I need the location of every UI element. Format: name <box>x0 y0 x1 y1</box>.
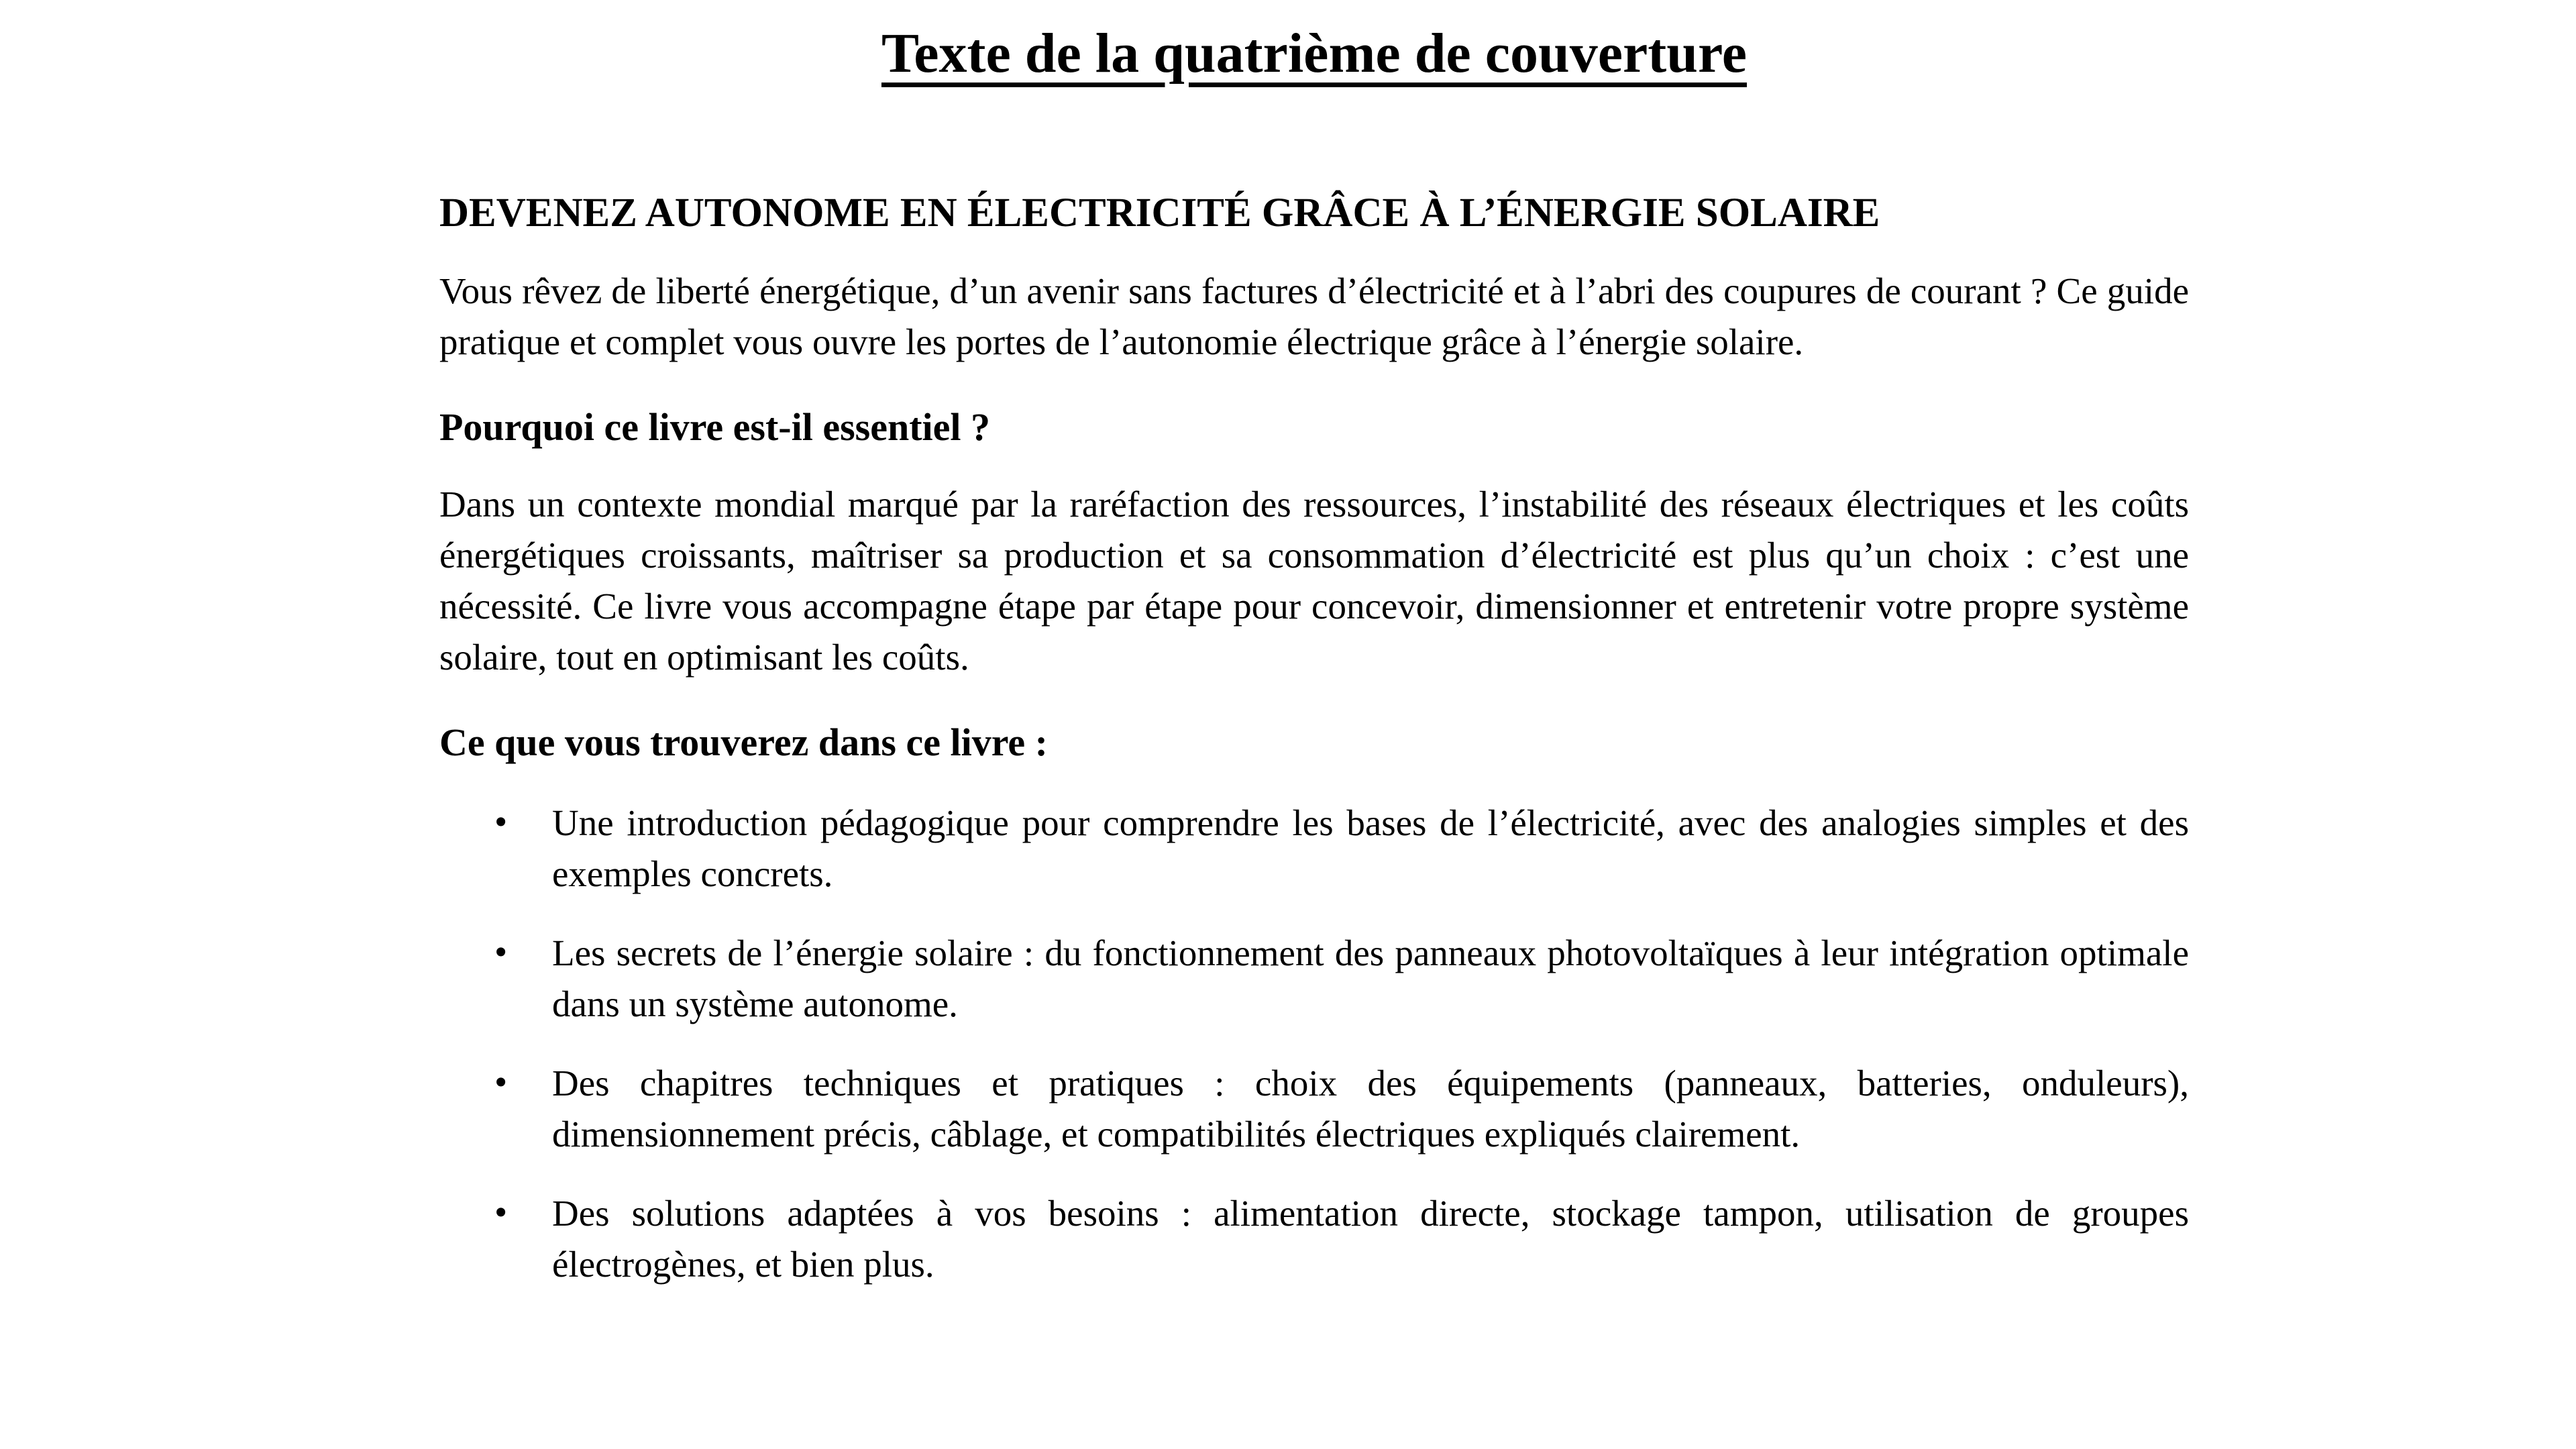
list-item-text: Des solutions adaptées à vos besoins : alimentation directe, stockage tampon, utilisation de groupes électrogènes, et bien plus. <box>552 1193 2189 1285</box>
list-item <box>439 1058 2189 1160</box>
document-page <box>439 20 2189 1318</box>
bullet-icon: • <box>494 1061 508 1103</box>
list-item <box>439 798 2189 900</box>
why-heading: Pourquoi ce livre est-il essentiel ? <box>439 405 991 449</box>
list-item-text: Des chapitres techniques et pratiques : choix des équipements (panneaux, batteries, onduleurs), dimensionnement précis, câblage, et compatibilités électriques expliqués clairement. <box>552 1063 2189 1155</box>
features-list <box>439 798 2189 1290</box>
list-item <box>439 1188 2189 1290</box>
list-item-text: Une introduction pédagogique pour comprendre les bases de l’électricité, avec des analogies simples et des exemples concrets. <box>552 802 2189 895</box>
document-title: Texte de la quatrième de couverture <box>881 22 1748 85</box>
why-paragraph: Dans un contexte mondial marqué par la raréfaction des ressources, l’instabilité des réseaux électriques et les coûts énergétiques croissants, maîtriser sa production et sa consommation d’électricité est plus qu’un choix : c’est une nécessité. Ce livre vous accompagne étape par étape pour concevoir, dimensionner et entretenir votre propre système solaire, tout en optimisant les coûts. <box>439 483 2189 678</box>
bullet-icon: • <box>494 1191 508 1233</box>
bullet-icon: • <box>494 801 508 843</box>
list-item <box>439 928 2189 1030</box>
list-item-text: Les secrets de l’énergie solaire : du fonctionnement des panneaux photovoltaïques à leur intégration optimale dans un système autonome. <box>552 932 2189 1025</box>
main-heading: DEVENEZ AUTONOME EN ÉLECTRICITÉ GRÂCE À L’ÉNERGIE SOLAIRE <box>439 190 1880 235</box>
intro-paragraph: Vous rêvez de liberté énergétique, d’un avenir sans factures d’électricité et à l’abri des coupures de courant ? Ce guide pratique et complet vous ouvre les portes de l’autonomie électrique grâce à l’énergie solaire. <box>439 270 2189 362</box>
bullet-icon: • <box>494 931 508 973</box>
contents-heading: Ce que vous trouverez dans ce livre : <box>439 720 1048 764</box>
